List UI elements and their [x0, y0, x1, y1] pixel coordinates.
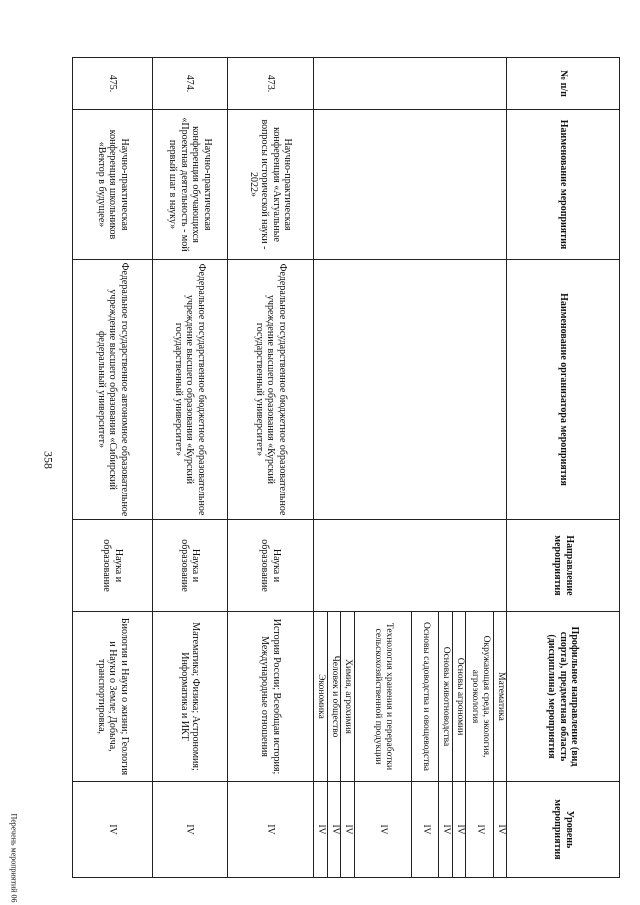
- profile-cell: Основы агрономии: [452, 612, 466, 782]
- header-num: № п/п: [507, 58, 620, 110]
- profile-cell: Химия, агрохимия: [341, 612, 355, 782]
- profile-cell: Математика: [493, 612, 507, 782]
- profile-cell: Основы садоводства и овощеводства: [411, 612, 438, 782]
- continued-num-cell: [314, 58, 507, 110]
- header-name: Наименование мероприятия: [507, 110, 620, 260]
- row-organizer: Федеральное государственное автономное образовательное учреждение высшего образования «Сибирский федеральный университет»: [73, 260, 153, 520]
- row-num: 474.: [152, 58, 227, 110]
- level-cell: IV: [327, 782, 341, 878]
- table-row: [152, 58, 227, 878]
- row-organizer: Федеральное государственное бюджетное образовательное учреждение высшего образования «Курский государственный университет»: [227, 260, 313, 520]
- profile-cell: Человек и общество: [327, 612, 341, 782]
- row-level: IV: [152, 782, 227, 878]
- rotated-table-stage: [72, 57, 620, 877]
- row-profile: История России; Всеобщая история; Международные отношения: [227, 612, 313, 782]
- footer-note: Перечень мероприятий 06: [9, 813, 19, 903]
- row-level: IV: [73, 782, 153, 878]
- level-cell: IV: [452, 782, 466, 878]
- profile-cell: Технология хранения и переработки сельскохозяйственной продукции: [355, 612, 412, 782]
- level-cell: IV: [355, 782, 412, 878]
- profile-cell: Окружающая среда, экология, агроэкология: [466, 612, 493, 782]
- profile-cell: Основы животноводства: [439, 612, 453, 782]
- level-cell: IV: [411, 782, 438, 878]
- row-num: 475.: [73, 58, 153, 110]
- row-direction: Наука и образование: [152, 520, 227, 612]
- row-level: IV: [227, 782, 313, 878]
- continued-organizer-cell: [314, 260, 507, 520]
- row-profile: Биология и Науки о жизни; Геология и Науки о Земле; Добыча, транспортировка,: [73, 612, 153, 782]
- row-name: Научно-практическая конференция школьников «Вектор в будущее»: [73, 110, 153, 260]
- level-cell: IV: [341, 782, 355, 878]
- row-organizer: Федеральное государственное бюджетное образовательное учреждение высшего образования «Курский государственный университет»: [152, 260, 227, 520]
- header-row: [507, 58, 620, 878]
- table-row: [227, 58, 313, 878]
- table-row: [73, 58, 153, 878]
- continued-direction-cell: [314, 520, 507, 612]
- level-cell: IV: [466, 782, 493, 878]
- events-table: [72, 57, 620, 878]
- row-name: Научно-практическая конференция «Актуальные вопросы исторической науки - 2022»: [227, 110, 313, 260]
- header-direction: Направление мероприятия: [507, 520, 620, 612]
- page-number: 358: [41, 451, 56, 469]
- profile-cell: Экономика: [314, 612, 328, 782]
- level-cell: IV: [439, 782, 453, 878]
- table-row: [493, 58, 507, 878]
- header-level: Уровень мероприятия: [507, 782, 620, 878]
- continued-name-cell: [314, 110, 507, 260]
- row-direction: Наука и образование: [73, 520, 153, 612]
- row-direction: Наука и образование: [227, 520, 313, 612]
- row-name: Научно-практическая конференция обучающихся «Проектная деятельность - мой первый шаг в науку»: [152, 110, 227, 260]
- header-profile: Профильное направление (вид спорта), предметная область (дисциплина) мероприятия: [507, 612, 620, 782]
- level-cell: IV: [314, 782, 328, 878]
- row-profile: Математика; Физика; Астрономия; Информатика и ИКТ: [152, 612, 227, 782]
- row-num: 473.: [227, 58, 313, 110]
- header-organizer: Наименование организатора мероприятия: [507, 260, 620, 520]
- level-cell: IV: [493, 782, 507, 878]
